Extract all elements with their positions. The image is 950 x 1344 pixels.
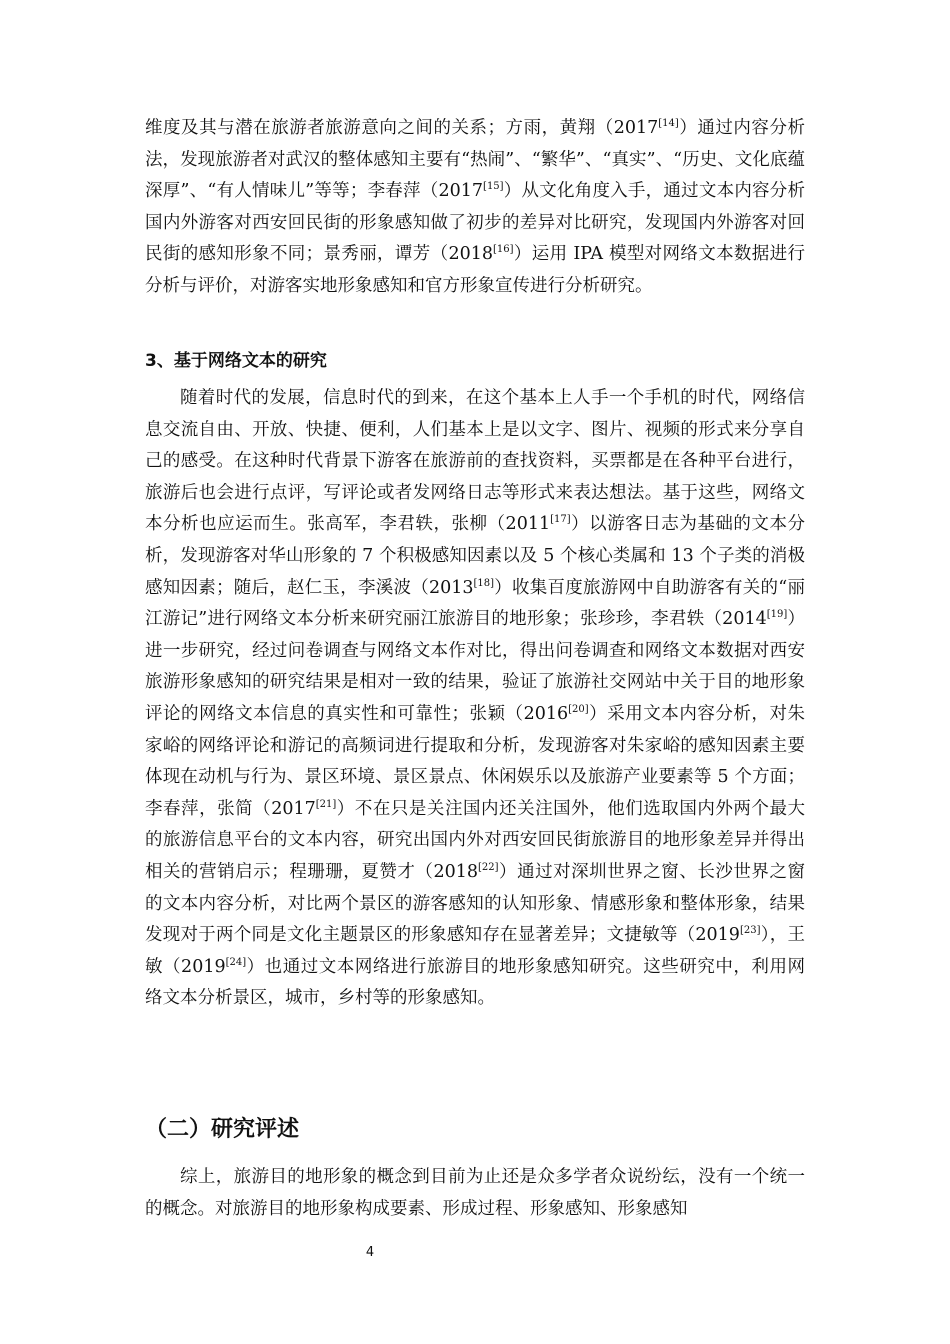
citation-ref: [23]: [739, 925, 761, 937]
body-paragraph: [145, 383, 805, 1015]
section-heading-research-review: [145, 1113, 805, 1147]
citation-ref: [21]: [315, 798, 337, 810]
citation-ref: [22]: [477, 861, 499, 873]
text-run: 随着时代的发展，信息时代的到来，在这个基本上人手一个手机的时代，网络信息交流自由、开放、快捷、便利，人们基本上是以文字、图片、视频的形式来分享自己的感受。在这种时代背景下游客在旅游前的查找资料，买票都是在各种平台进行，旅游后也会进行点评，写评论或者发网络日志等形式来表达想法。基于这些，网络文本分析也应运而生。张高军，李君轶，张柳（2011: [145, 388, 805, 535]
body-paragraph: [145, 1162, 805, 1225]
paragraph-literature-continued: [145, 113, 805, 303]
paragraph-review: [145, 1162, 805, 1225]
text-run: ）收集百度旅游网中自助游客有关的“丽江游记”进行网络文本分析来研究丽江旅游目的地形象；张珍珍，李君轶（2014: [145, 577, 805, 630]
text-run: ）通过内容分析法，发现旅游者对武汉的整体感知主要有“热闹”、“繁华”、“真实”、“历史、文化底蕴深厚”、“有人情味儿”等等；李春萍（2017: [145, 118, 805, 202]
text-run: 维度及其与潜在旅游者旅游意向之间的关系；方雨，黄翔（2017: [145, 118, 659, 138]
citation-ref: [15]: [483, 181, 504, 193]
citation-ref: [16]: [493, 244, 514, 256]
text-run: ）以游客日志为基础的文本分析，发现游客对华山形象的 7 个积极感知因素以及 5 个核心类属和 13 个子类的消极感知因素；随后，赵仁玉，李溪波（2013: [145, 514, 805, 598]
citation-ref: [24]: [225, 956, 247, 968]
page-number: 4: [365, 1245, 375, 1260]
text-run: ）从文化角度入手，通过文本内容分析国内外游客对西安回民街的形象感知做了初步的差异对比研究，发现国内外游客对回民街的感知形象不同；景秀丽，谭芳（2018: [145, 181, 806, 265]
text-run: ）采用文本内容分析，对朱家峪的网络评论和游记的高频词进行提取和分析，发现游客对朱家峪的感知因素主要体现在动机与行为、景区环境、景区景点、休闲娱乐以及旅游产业要素等 5 个方面；李春萍，张简（2017: [145, 703, 805, 819]
citation-ref: [18]: [473, 577, 495, 589]
text-run: ）不在只是关注国内还关注国外，他们选取国内外两个最大的旅游信息平台的文本内容，研究出国内外对西安回民街旅游目的地形象差异并得出相关的营销启示；程珊珊，夏赞才（2018: [145, 798, 805, 882]
body-paragraph: [145, 113, 805, 303]
text-run: 综上，旅游目的地形象的概念到目前为止还是众多学者众说纷纭，没有一个统一的概念。对旅游目的地形象构成要素、形成过程、形象感知、形象感知: [145, 1167, 805, 1219]
citation-ref: [17]: [550, 514, 571, 526]
text-run: ）也通过文本网络进行旅游目的地形象感知研究。这些研究中，利用网络文本分析景区，城市，乡村等的形象感知。: [145, 956, 805, 1009]
citation-ref: [20]: [568, 703, 589, 715]
subheading-network-text-research: [145, 346, 805, 376]
section-heading: （二）研究评述: [145, 1117, 300, 1142]
subheading-3: 3、基于网络文本的研究: [145, 351, 327, 371]
text-run: ）通过对深圳世界之窗、长沙世界之窗的文本内容分析，对比两个景区的游客感知的认知形象、情感形象和整体形象，结果发现对于两个同是文化主题景区的形象感知存在显著差异；文捷敏等（2019: [145, 861, 805, 946]
paragraph-network-text: [145, 383, 805, 1015]
citation-ref: [14]: [658, 118, 679, 129]
text-run: ）进一步研究，经过问卷调查与网络文本作对比，得出问卷调查和网络文本数据对西安旅游形象感知的研究结果是相对一致的结果，验证了旅游社交网站中关于目的地形象评论的网络文本信息的真实性和可靠性；张颖（2016: [145, 609, 805, 724]
text-run: ）运用 IPA 模型对网络文本数据进行分析与评价，对游客实地形象感知和官方形象宣传进行分析研究。: [145, 244, 805, 296]
citation-ref: [19]: [766, 609, 788, 621]
text-run: ），王敏（2019: [145, 925, 805, 977]
